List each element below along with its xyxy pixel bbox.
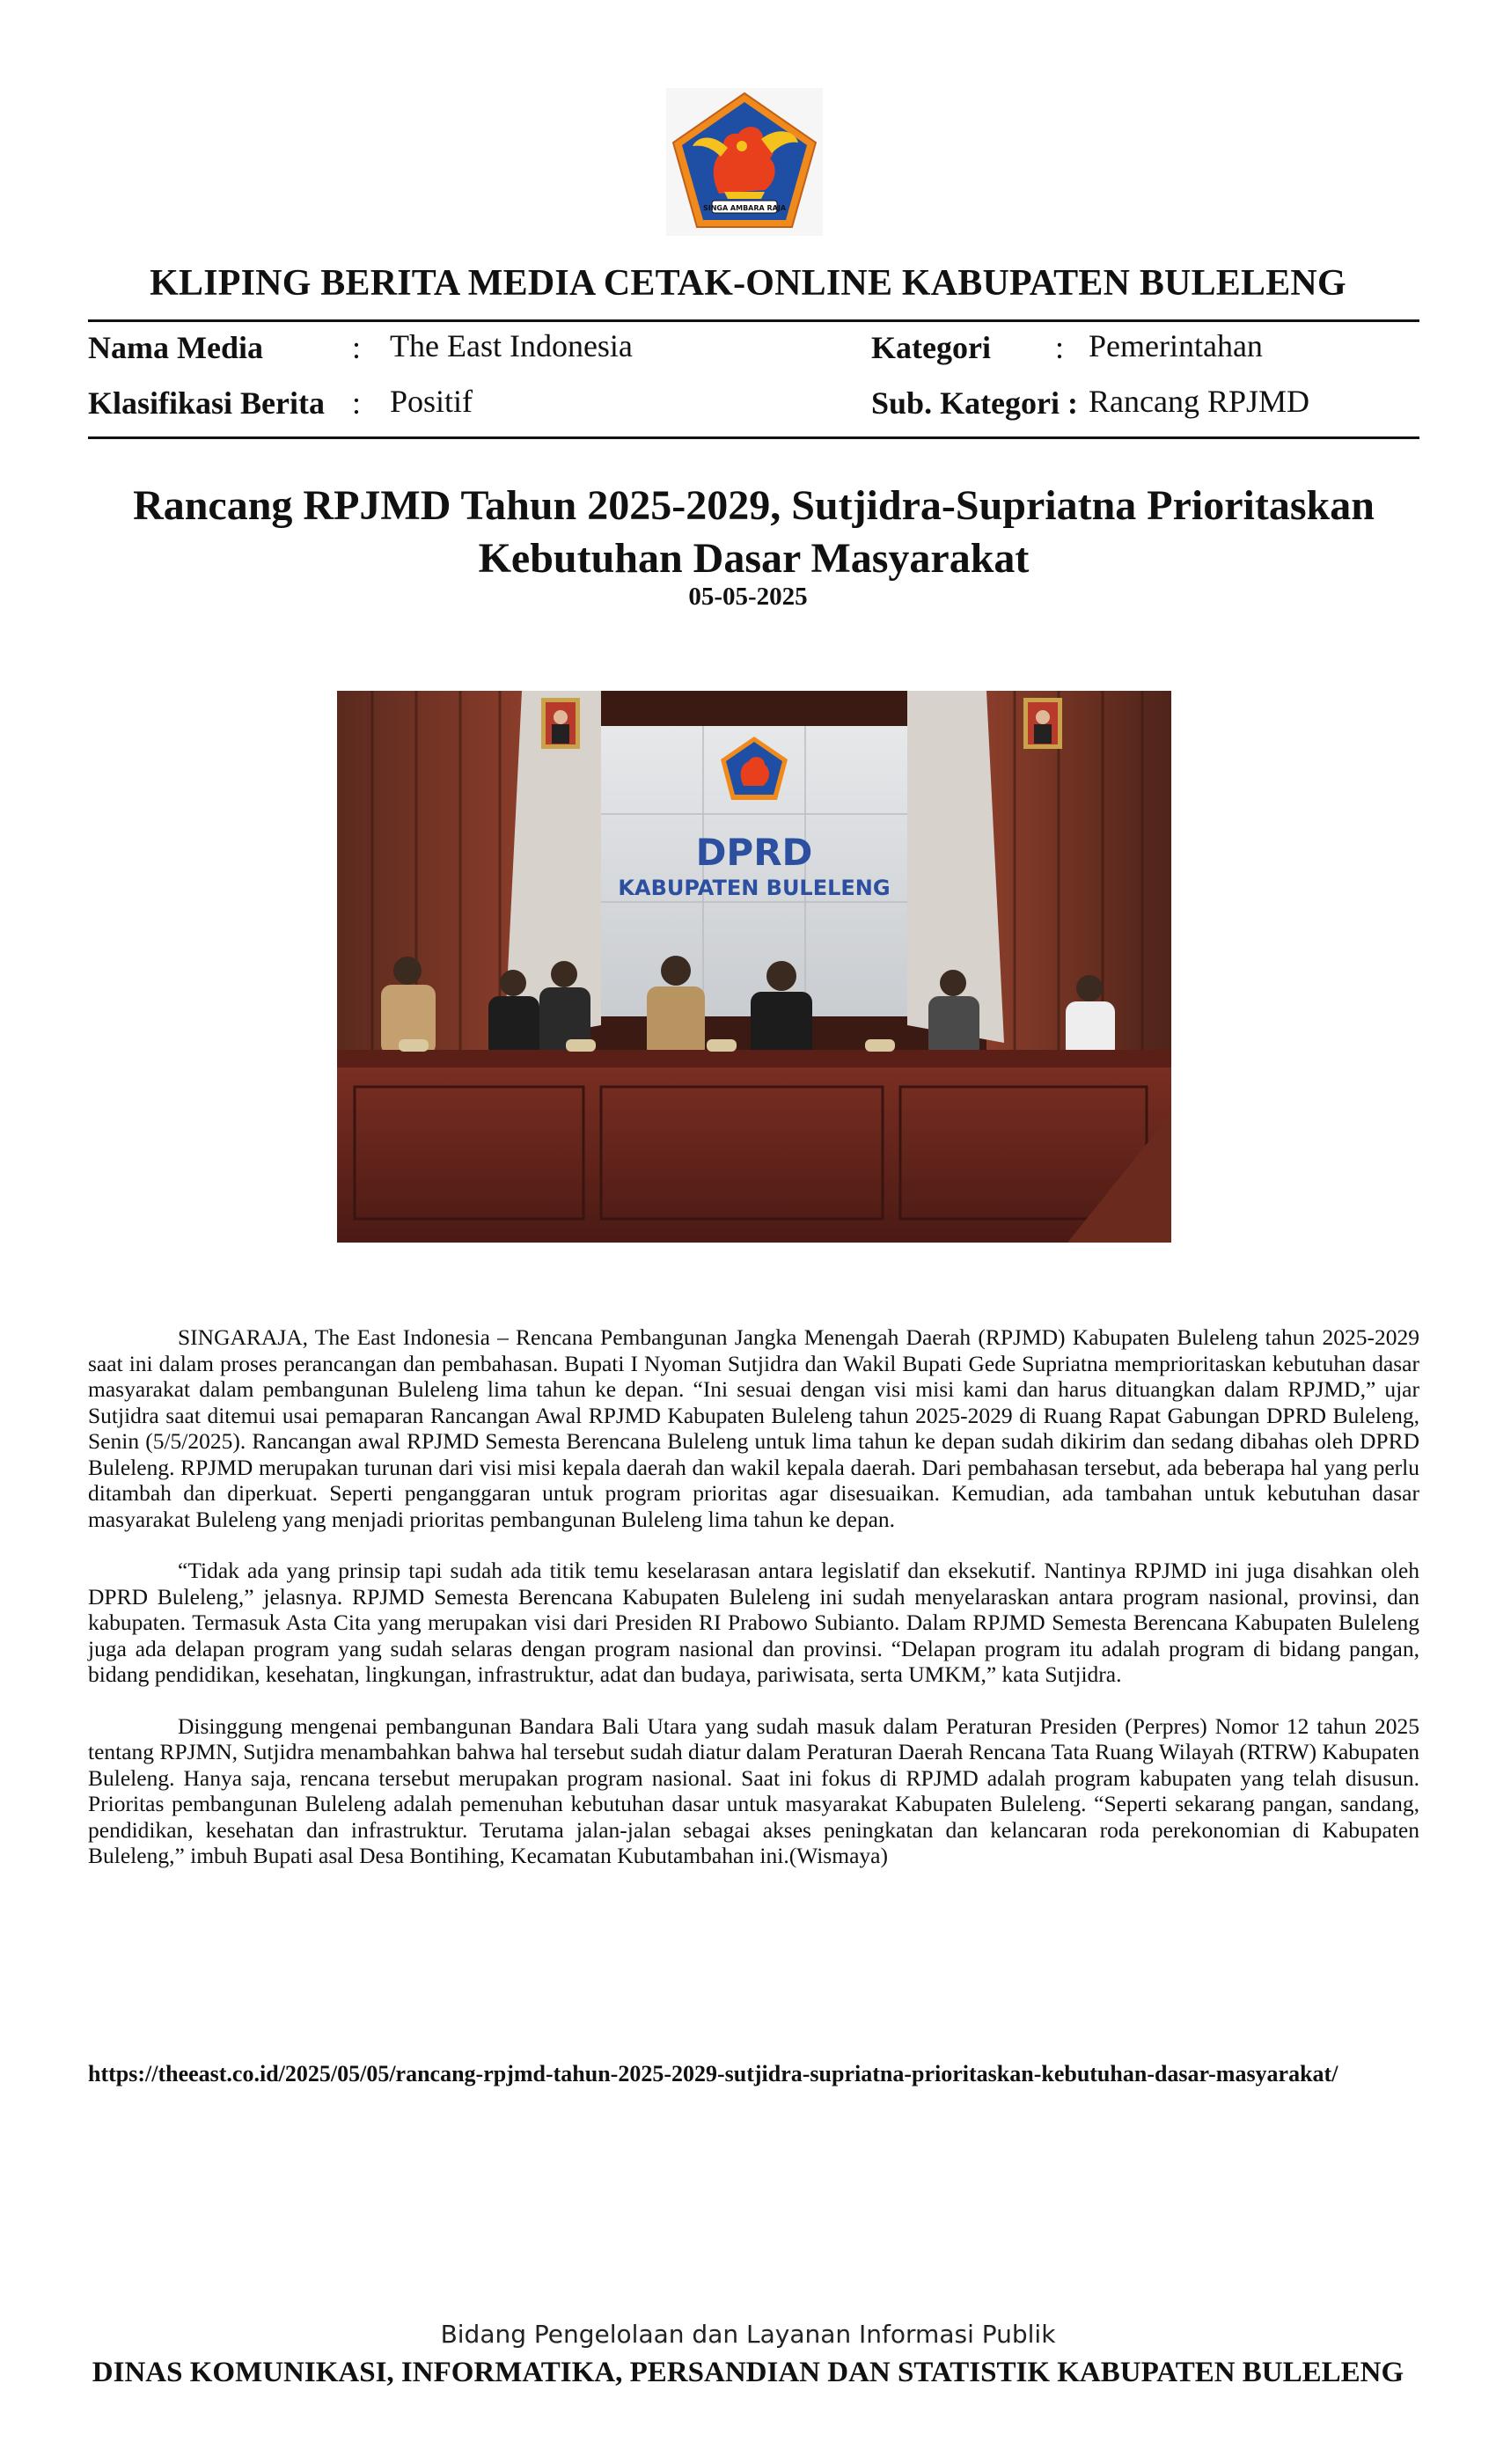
footer-division-name: Bidang Pengelolaan dan Layanan Informasi Publik bbox=[440, 2320, 1056, 2349]
media-name-label: Nama Media bbox=[88, 330, 263, 365]
media-name-value: The East Indonesia bbox=[390, 328, 633, 363]
article-paragraph: Disinggung mengenai pembangunan Bandara Bali Utara yang sudah masuk dalam Peraturan Presiden (Perpres) Nomor 12 tahun 2025 tentang RPJMN, Sutjidra menambahkan bahwa hal tersebut sudah diatur dalam Peraturan Daerah Rencana Tata Ruang Wilayah (RTRW) Kabupaten Buleleng. Hanya saja, rencana tersebut merupakan program nasional. Saat ini fokus di RPJMD adalah program kabupaten yang telah disusun. Prioritas pembangunan Buleleng adalah pemenuhan kebutuhan dasar untuk masyarakat Kabupaten Buleleng. “Seperti sekarang pangan, sandang, pendidikan, kesehatan dan infrastruktur. Terutama jalan-jalan sebagai akses peningkatan dan kelancaran roda perekonomian di Kabupaten Buleleng,” imbuh Bupati asal Desa Bontihing, Kecamatan Kubutambahan ini.(Wismaya) bbox=[88, 1712, 1419, 1868]
source-url-link[interactable]: https://theeast.co.id/2025/05/05/rancang-rpjmd-tahun-2025-2029-sutjidra-supriatna-prioritaskan-kebutuhan-dasar-masyarakat/ bbox=[88, 2061, 1338, 2086]
photo-sign-dprd: DPRD bbox=[695, 831, 813, 874]
footer-agency-name: DINAS KOMUNIKASI, INFORMATIKA, PERSANDIAN DAN STATISTIK KABUPATEN BULELENG bbox=[92, 2357, 1404, 2388]
meeting-photo bbox=[337, 691, 1171, 1243]
news-classification-value: Positif bbox=[390, 384, 473, 419]
news-classification-colon: : bbox=[352, 385, 362, 421]
article-title: Rancang RPJMD Tahun 2025-2029, Sutjidra-Supriatna Prioritaskan Kebutuhan Dasar Masyarakat bbox=[133, 482, 1375, 582]
news-classification-label: Klasifikasi Berita bbox=[88, 385, 325, 421]
photo-sign-kabupaten: KABUPATEN BULELENG bbox=[618, 876, 891, 900]
article-body bbox=[88, 1324, 1419, 1895]
buleleng-coat-of-arms-logo bbox=[666, 88, 823, 236]
logo-caption: SINGA AMBARA RAJA bbox=[702, 204, 787, 212]
article-paragraph: “Tidak ada yang prinsip tapi sudah ada titik temu keselarasan antara legislatif dan eksekutif. Nantinya RPJMD ini juga disahkan oleh DPRD Buleleng,” jelasnya. RPJMD Semesta Berencana Kabupaten Buleleng ini sudah menyelaraskan antara program nasional, provinsi, dan kabupaten. Termasuk Asta Cita yang merupakan visi dari Presiden RI Prabowo Subianto. Dalam RPJMD Semesta Berencana Kabupaten Buleleng juga ada delapan program yang sudah selaras dengan program nasional dan provinsi. “Delapan program itu adalah program di bidang pangan, bidang pendidikan, kesehatan, lingkungan, infrastruktur, adat dan budaya, pariwisata, serta UMKM,” kata Sutjidra. bbox=[88, 1558, 1419, 1687]
media-name-colon: : bbox=[352, 330, 362, 365]
category-value: Pemerintahan bbox=[1089, 328, 1263, 363]
category-label: Kategori bbox=[871, 330, 991, 365]
article-date: 05-05-2025 bbox=[688, 583, 808, 611]
sub-category-value: Rancang RPJMD bbox=[1089, 384, 1309, 419]
category-colon: : bbox=[1055, 330, 1065, 365]
sub-category-label: Sub. Kategori : bbox=[871, 385, 1079, 421]
clipping-header-title: KLIPING BERITA MEDIA CETAK-ONLINE KABUPATEN BULELENG bbox=[150, 263, 1346, 304]
header-divider-bottom bbox=[88, 436, 1419, 439]
header-divider-top bbox=[88, 319, 1419, 322]
article-paragraph: SINGARAJA, The East Indonesia – Rencana Pembangunan Jangka Menengah Daerah (RPJMD) Kabupaten Buleleng tahun 2025-2029 saat ini dalam proses perancangan dan pembahasan. Bupati I Nyoman Sutjidra dan Wakil Bupati Gede Supriatna memprioritaskan kebutuhan dasar masyarakat dalam pembangunan Buleleng lima tahun ke depan. “Ini sesuai dengan visi misi kami dan harus dituangkan dalam RPJMD,” ujar Sutjidra saat ditemui usai pemaparan Rancangan Awal RPJMD Kabupaten Buleleng tahun 2025-2029 di Ruang Rapat Gabungan DPRD Buleleng, Senin (5/5/2025). Rancangan awal RPJMD Semesta Berencana Buleleng untuk lima tahun ke depan sudah dikirim dan sedang dibahas oleh DPRD Buleleng. RPJMD merupakan turunan dari visi misi kepala daerah dan wakil kepala daerah. Dari pembahasan tersebut, ada beberapa hal yang perlu ditambah dan diperkuat. Seperti penganggaran untuk program prioritas agar disesuaikan. Kemudian, ada tambahan untuk kebutuhan dasar masyarakat Buleleng yang menjadi prioritas pembangunan Buleleng lima tahun ke depan. bbox=[88, 1324, 1419, 1532]
